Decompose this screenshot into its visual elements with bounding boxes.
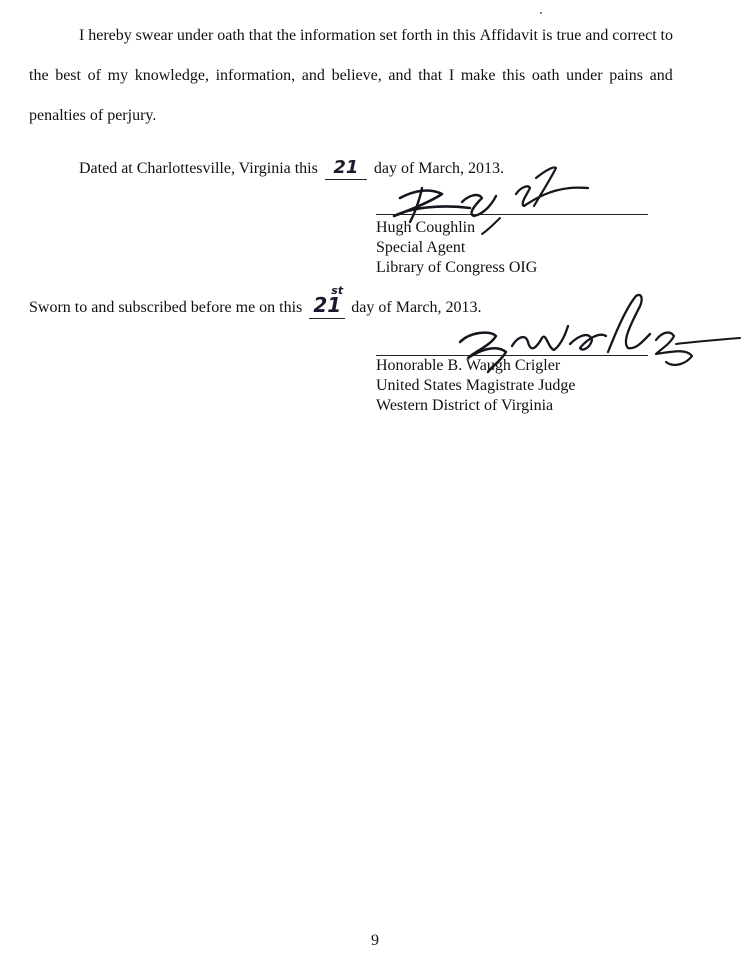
oath-word: in: [436, 27, 449, 44]
page-number: 9: [371, 932, 379, 949]
oath-word: oath: [217, 27, 245, 44]
oath-word: I: [79, 27, 85, 44]
sworn-prefix: Sworn to and subscribed before me on this: [29, 299, 303, 316]
oath-word: set: [379, 27, 398, 44]
judge-title: United States Magistrate Judge: [376, 377, 576, 394]
oath-word: of: [87, 67, 101, 84]
oath-word: the: [29, 67, 49, 84]
affiant-signature-line: [376, 214, 648, 215]
oath-word: under: [176, 27, 214, 44]
oath-word: to: [660, 27, 673, 44]
dated-prefix: Dated at Charlottesville, Virginia this: [79, 160, 318, 177]
oath-word: knowledge,: [134, 67, 209, 84]
oath-word: and: [301, 67, 325, 84]
affiant-signature-text: [610, 158, 611, 159]
oath-word: and: [388, 67, 412, 84]
oath-word: that: [248, 27, 273, 44]
sworn-suffix: day of March, 2013.: [351, 299, 482, 316]
oath-word: forth: [401, 27, 433, 44]
affiant-title: Special Agent: [376, 239, 466, 256]
oath-word: is: [541, 27, 553, 44]
oath-word: correct: [612, 27, 657, 44]
oath-word: under: [566, 67, 603, 84]
oath-word: this: [452, 27, 476, 44]
oath-word: and: [585, 27, 609, 44]
scan-speck: [540, 12, 542, 14]
oath-word: that: [418, 67, 443, 84]
oath-word: make: [460, 67, 496, 84]
sworn-day-blank: [309, 284, 345, 319]
oath-word: Affidavit: [479, 27, 538, 44]
oath-word: believe,: [331, 67, 382, 84]
sworn-line: [29, 284, 482, 319]
oath-word: swear: [135, 27, 173, 44]
oath-word: I: [448, 67, 455, 84]
oath-word: my: [107, 67, 129, 84]
judge-name: Honorable B. Waugh Crigler: [376, 357, 561, 374]
oath-word: oath: [531, 67, 560, 84]
oath-paragraph-line-3: penalties of perjury.: [29, 107, 157, 124]
sworn-day-handwritten: 21: [313, 293, 342, 317]
oath-word: information,: [215, 67, 296, 84]
oath-word: true: [556, 27, 582, 44]
sworn-day-ordinal-handwritten: st: [331, 284, 344, 297]
dated-day-handwritten: 21: [333, 157, 359, 178]
dated-day-blank: [325, 159, 367, 180]
dated-suffix: day of March, 2013.: [373, 160, 505, 177]
oath-word: pains: [609, 67, 643, 84]
judge-district: Western District of Virginia: [376, 397, 554, 414]
oath-word: best: [55, 67, 81, 84]
oath-word: and: [649, 67, 673, 84]
oath-paragraph-line-2: [29, 66, 673, 86]
judge-signature-text: [742, 292, 743, 293]
oath-paragraph-line-1: [79, 26, 673, 46]
oath-word: the: [276, 27, 297, 44]
oath-word: this: [502, 67, 526, 84]
affiant-agency: Library of Congress OIG: [376, 259, 538, 276]
affiant-name: Hugh Coughlin: [376, 219, 476, 236]
oath-word: information: [300, 27, 376, 44]
oath-word: hereby: [88, 27, 132, 44]
